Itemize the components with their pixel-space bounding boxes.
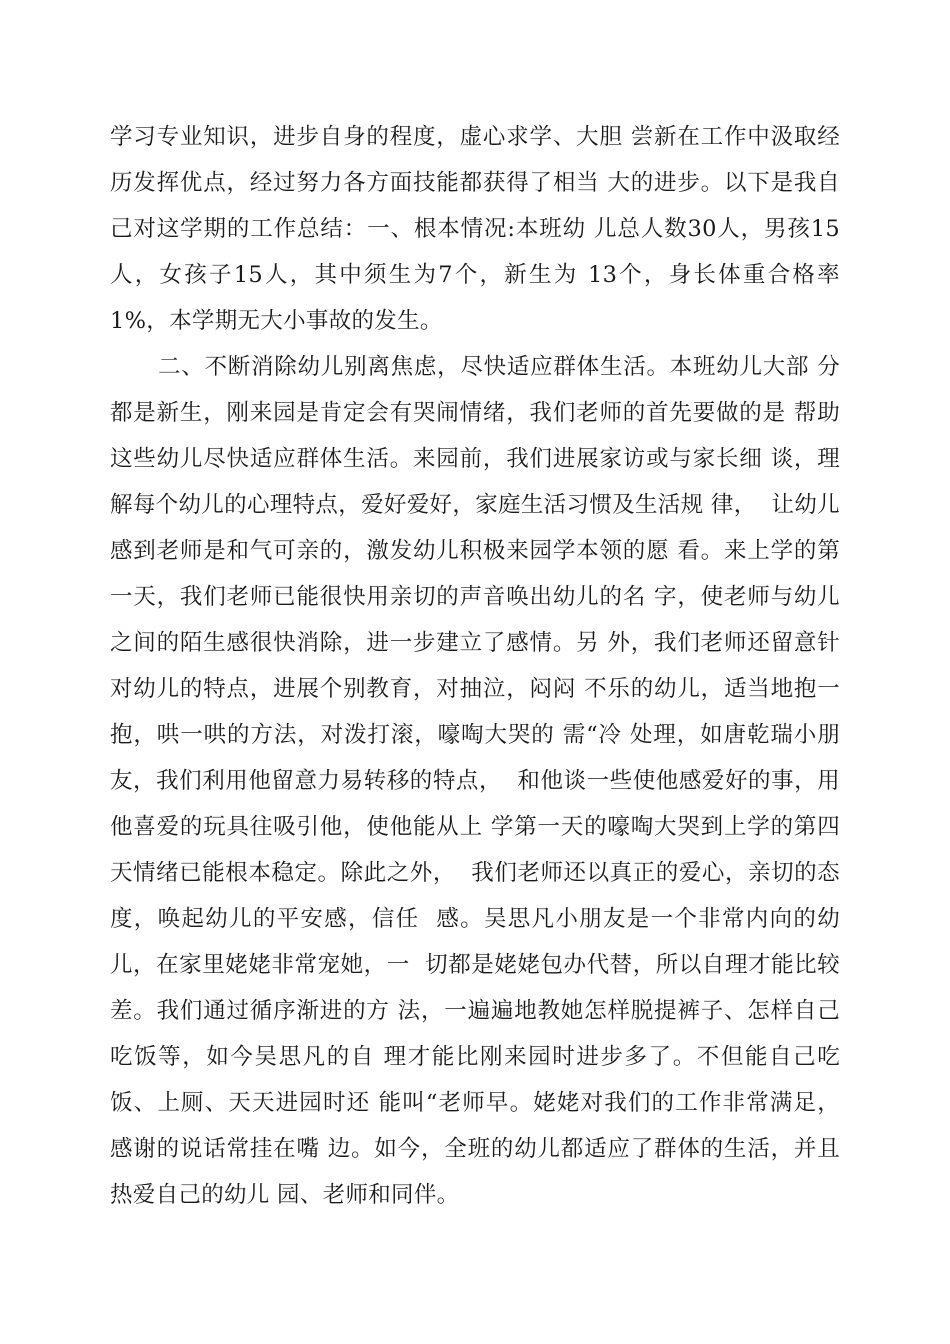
text-line: 儿，在家里姥姥非常宠她，一 切都是姥姥包办代替，所以自理才能比较 [110,952,840,978]
text-line: 一天，我们老师已能很快用亲切的声音唤出幼儿的名 字，使老师与幼儿 [110,584,840,610]
paragraph-2 [110,344,840,1218]
text-line: 友，我们利用他留意力易转移的特点， 和他谈一些使他感爱好的事，用 [110,768,840,794]
text-line: 天情绪已能根本稳定。除此之外， 我们老师还以真正的爱心，亲切的态 [110,860,840,886]
text-line: 之间的陌生感很快消除，进一步建立了感情。另 外，我们老师还留意针 [110,630,840,656]
text-line: 度，唤起幼儿的平安感，信任 感。吴思凡小朋友是一个非常内向的幼 [110,906,840,932]
text-line: 人，女孩子15人，其中须生为7个，新生为 13个，身长体重合格率 [110,262,840,288]
text-line: 感到老师是和气可亲的，激发幼儿积极来园学本领的愿 看。来上学的第 [110,538,840,564]
text-line: 他喜爱的玩具往吸引他，使他能从上 学第一天的嚎啕大哭到上学的第四 [110,814,840,840]
text-line: 感谢的说话常挂在嘴 边。如今，全班的幼儿都适应了群体的生活，并且 [110,1136,840,1162]
text-line: 解每个幼儿的心理特点，爱好爱好，家庭生活习惯及生活规 律， 让幼儿 [110,492,840,518]
text-line: 吃饭等，如今吴思凡的自 理才能比刚来园时进步多了。不但能自己吃 [110,1044,840,1070]
text-line: 差。我们通过循序渐进的方 法，一遍遍地教她怎样脱提裤子、怎样自己 [110,998,840,1024]
text-line: 饭、上厕、天天进园时还 能叫“老师早。姥姥对我们的工作非常满足， [110,1090,840,1116]
paragraph-1 [110,114,840,344]
text-line: 二、不断消除幼儿别离焦虑，尽快适应群体生活。本班幼儿大部 分 [158,354,840,380]
text-line: 对幼儿的特点，进展个别教育，对抽泣，闷闷 不乐的幼儿，适当地抱一 [110,676,840,702]
text-line: 历发挥优点，经过努力各方面技能都获得了相当 大的进步。以下是我自 [110,170,840,196]
text-line: 热爱自己的幼儿 园、老师和同伴。 [110,1182,460,1208]
text-line: 1%，本学期无大小事故的发生。 [110,308,443,334]
text-line: 这些幼儿尽快适应群体生活。来园前，我们进展家访或与家长细 谈，理 [110,446,840,472]
text-line: 抱，哄一哄的方法，对泼打滚，嚎啕大哭的 需“冷 处理，如唐乾瑞小朋 [110,722,840,748]
text-line: 己对这学期的工作总结：一、根本情况:本班幼 儿总人数30人，男孩15 [110,216,840,242]
text-line: 都是新生，刚来园是肯定会有哭闹情绪，我们老师的首先要做的是 帮助 [110,400,840,426]
text-line: 学习专业知识，进步自身的程度，虚心求学、大胆 尝新在工作中汲取经 [110,124,840,150]
